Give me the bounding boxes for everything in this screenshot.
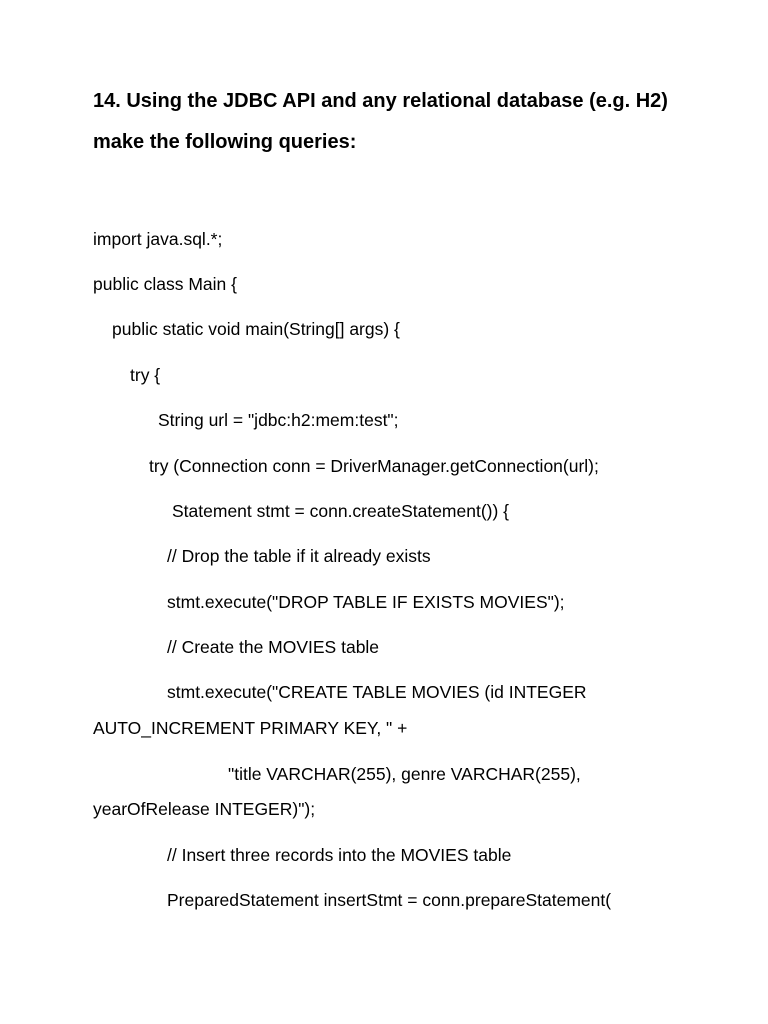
code-line-main-method: public static void main(String[] args) { [112, 319, 400, 339]
code-line-comment-create: // Create the MOVIES table [167, 637, 380, 657]
code-line-create-table-continued: AUTO_INCREMENT PRIMARY KEY, " + [93, 718, 408, 738]
code-line-drop-table: stmt.execute("DROP TABLE IF EXISTS MOVIES"); [167, 592, 565, 612]
code-line-import: import java.sql.*; [93, 229, 223, 249]
code-line-comment-drop: // Drop the table if it already exists [167, 546, 431, 566]
question-heading-line-1: 14. Using the JDBC API and any relational database (e.g. H2) [93, 90, 668, 112]
question-heading-line-2: make the following queries: [93, 131, 357, 153]
code-line-try-connection: try (Connection conn = DriverManager.getConnection(url); [149, 456, 599, 476]
code-line-comment-insert: // Insert three records into the MOVIES table [167, 845, 512, 865]
code-line-url: String url = "jdbc:h2:mem:test"; [158, 410, 399, 430]
code-line-class-declaration: public class Main { [93, 274, 237, 294]
code-line-create-table: stmt.execute("CREATE TABLE MOVIES (id INTEGER [167, 682, 587, 702]
code-line-year-of-release: yearOfRelease INTEGER)"); [93, 799, 316, 819]
code-line-statement: Statement stmt = conn.createStatement()) { [172, 501, 510, 521]
code-line-prepared-statement: PreparedStatement insertStmt = conn.prepareStatement( [167, 890, 612, 910]
code-line-title-genre: "title VARCHAR(255), genre VARCHAR(255), [228, 764, 581, 784]
code-line-try: try { [130, 365, 161, 385]
